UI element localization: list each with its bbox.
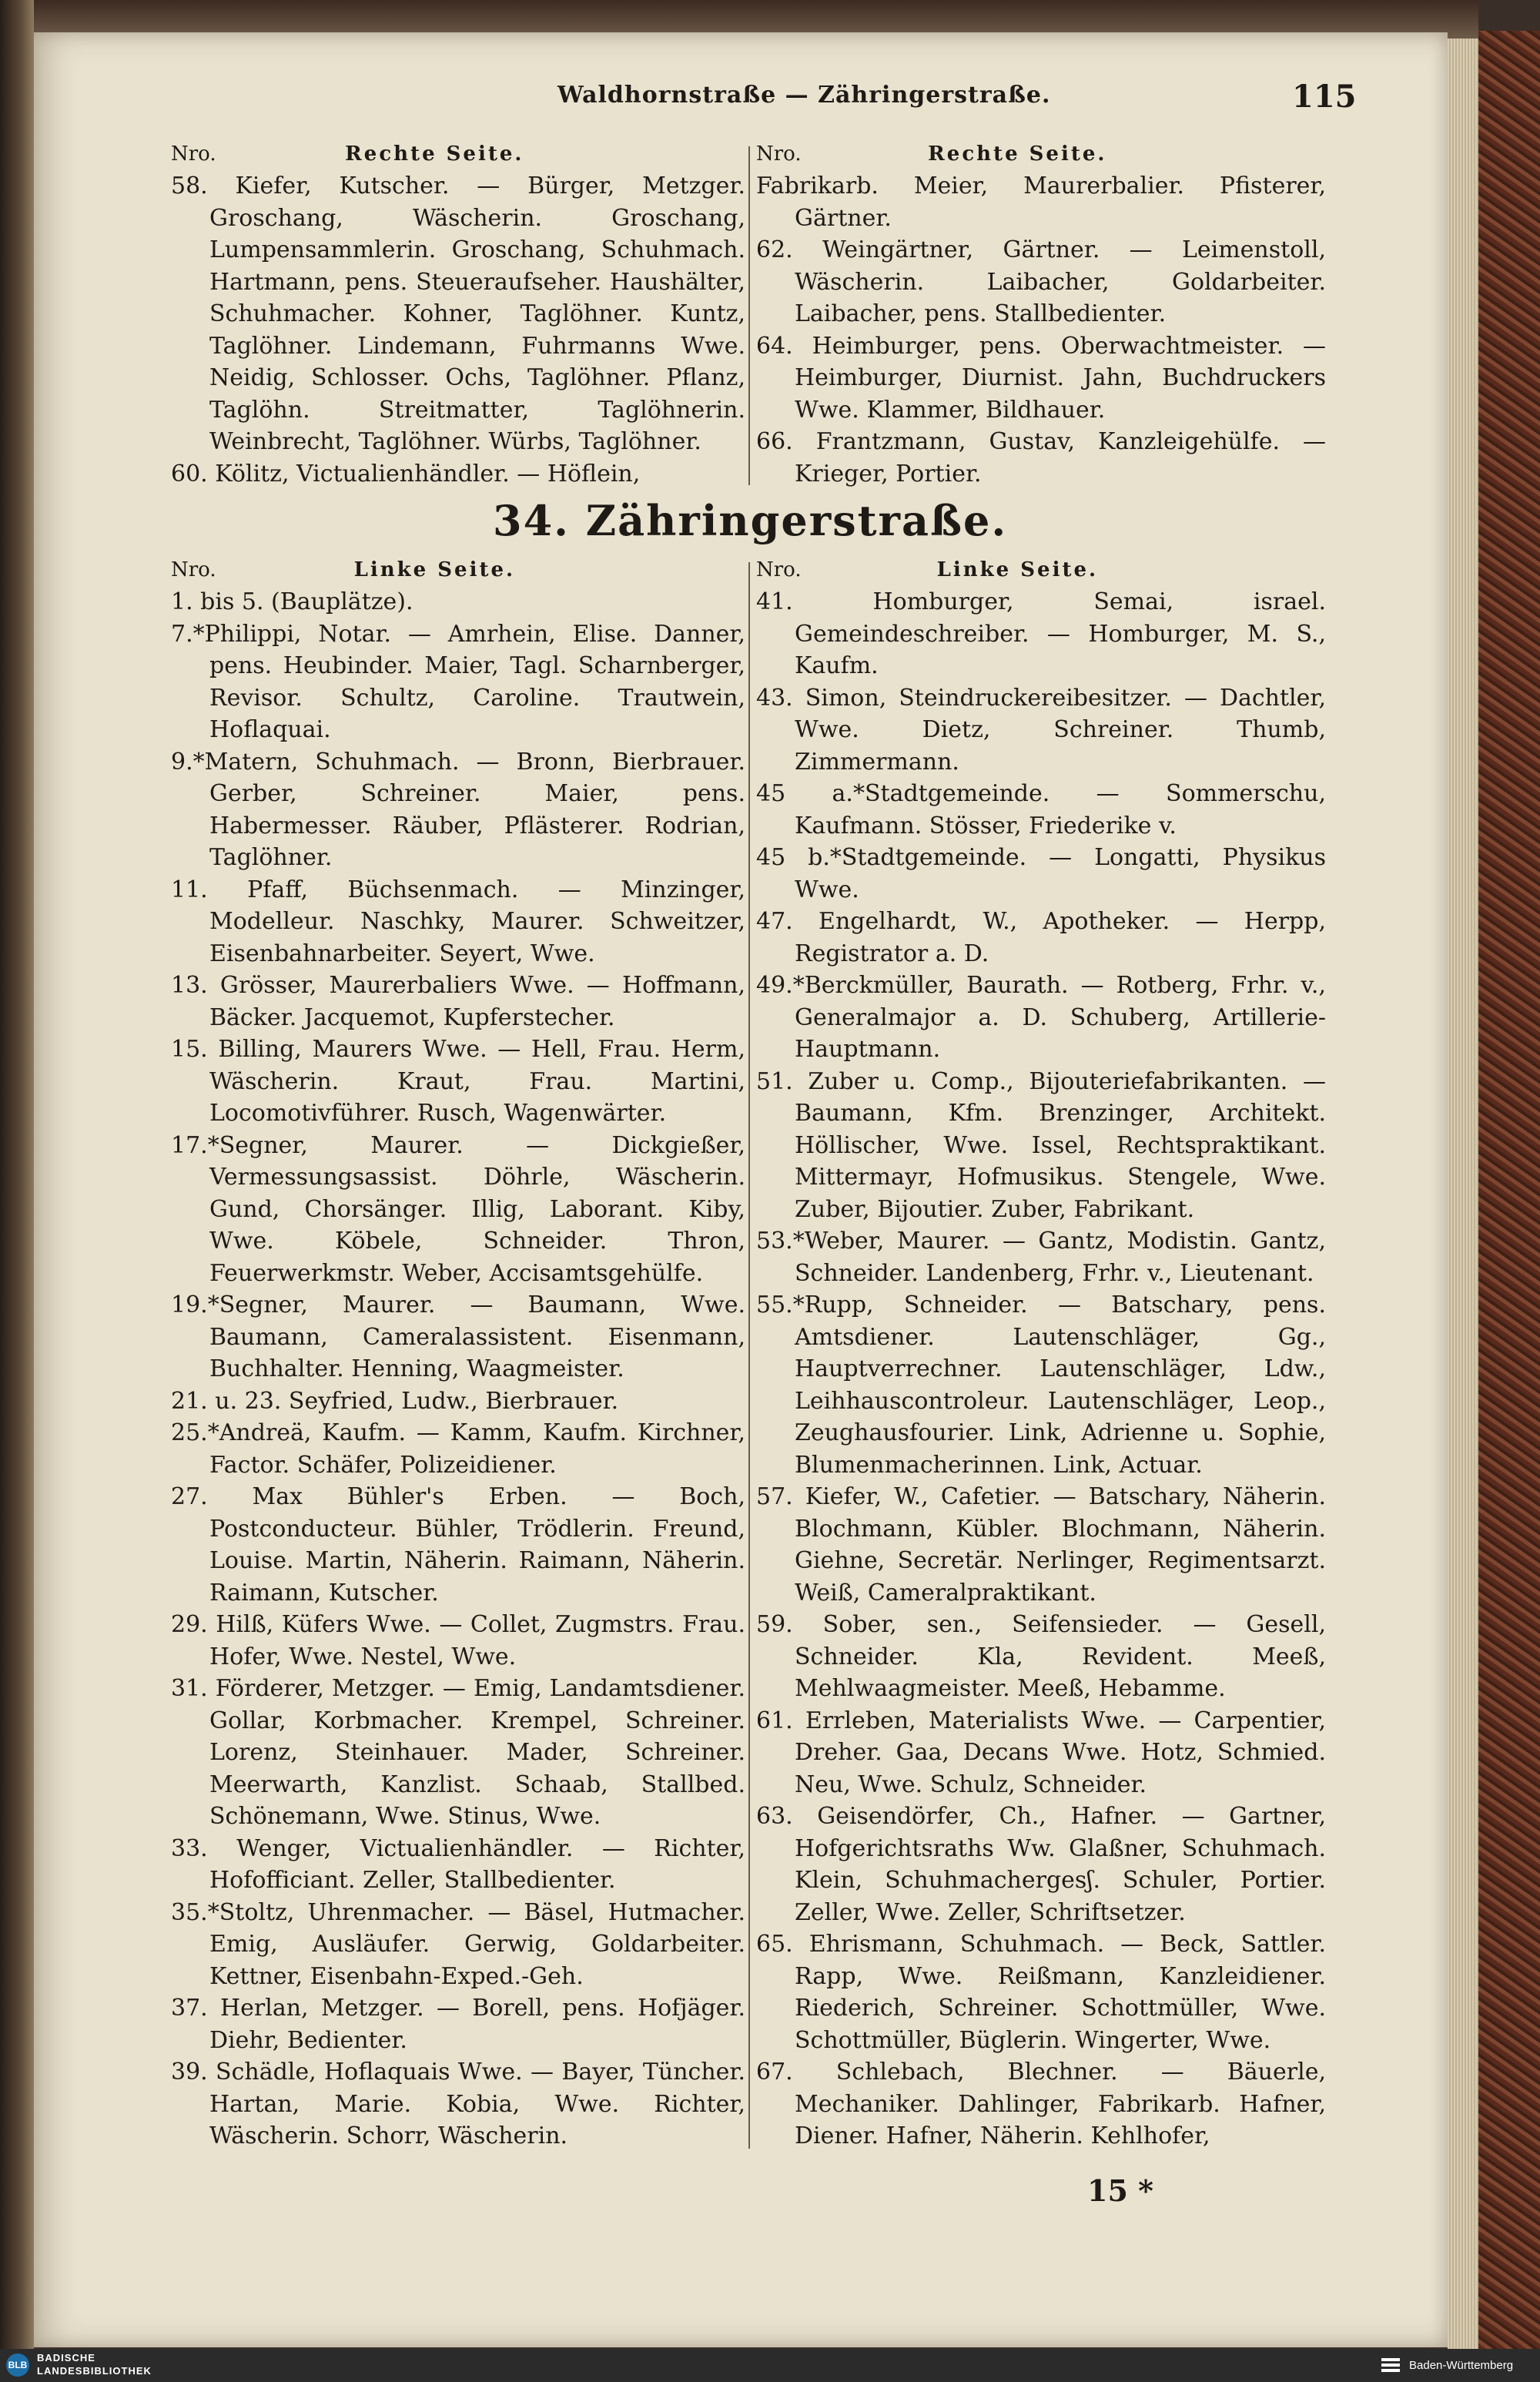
directory-entry: 37. Herlan, Metzger. — Borell, pens. Hofjäger. Diehr, Bedienter.: [171, 1995, 745, 2054]
main-right-column: [756, 554, 1326, 2153]
directory-entry: 31. Förderer, Metzger. — Emig, Landamtsdiener. Gollar, Korbmacher. Krempel, Schreiner. Lorenz, Steinhauer. Mader, Schreiner. Meerwarth, Kanzlist. Schaab, Stallbed. Schönemann, Wwe. Stinus, Wwe.: [171, 1675, 745, 1830]
directory-entry: 25.*Andreä, Kaufm. — Kamm, Kaufm. Kirchner, Factor. Schäfer, Polizeidiener.: [171, 1419, 745, 1479]
directory-entry: 64. Heimburger, pens. Oberwachtmeister. — Heimburger, Diurnist. Jahn, Buchdruckers Wwe. Klammer, Bildhauer.: [756, 332, 1326, 424]
nro-label: Nro.: [756, 558, 802, 581]
viewer-footer: [0, 2349, 1540, 2382]
column-header: [171, 139, 745, 170]
directory-entry: 65. Ehrismann, Schuhmach. — Beck, Sattler. Rapp, Wwe. Reißmann, Kanzleidiener. Riederich, Schreiner. Schottmüller, Wwe. Schottmüller, Büglerin. Wingerter, Wwe.: [756, 1931, 1326, 2054]
entry-list: [756, 586, 1326, 2153]
directory-entry: Fabrikarb. Meier, Maurerbalier. Pfisterer, Gärtner.: [756, 173, 1326, 232]
directory-entry: 51. Zuber u. Comp., Bijouteriefabrikanten. — Baumann, Kfm. Brenzinger, Architekt. Höllischer, Wwe. Issel, Rechtspraktikant. Mittermayr, Hofmusikus. Stengele, Wwe. Zuber, Bijoutier. Zuber, Fabrikant.: [756, 1067, 1326, 1223]
column-divider: [748, 562, 750, 2149]
directory-entry: 63. Geisendörfer, Ch., Hafner. — Gartner, Hofgerichtsraths Ww. Glaßner, Schuhmach. Klein, Schuhmachergesʃ. Schuler, Portier. Zeller, Wwe. Zeller, Schriftsetzer.: [756, 1803, 1326, 1926]
entry-list: [171, 170, 745, 490]
directory-entry: 66. Frantzmann, Gustav, Kanzleigehülfe. — Krieger, Portier.: [756, 428, 1326, 487]
state-logo-text[interactable]: Baden-Württemberg: [1409, 2359, 1514, 2372]
directory-entry: 45 a.*Stadtgemeinde. — Sommerschu, Kaufmann. Stösser, Friederike v.: [756, 780, 1326, 839]
entry-list: [171, 586, 745, 2153]
book-cover-edge: [1478, 31, 1540, 2349]
directory-entry: 27. Max Bühler's Erben. — Boch, Postconducteur. Bühler, Trödlerin. Freund, Louise. Martin, Näherin. Raimann, Näherin. Raimann, Kutscher.: [171, 1483, 745, 1606]
directory-entry: 1. bis 5. (Bauplätze).: [171, 588, 413, 615]
page-edges: [1448, 39, 1478, 2349]
book-spine: [0, 0, 34, 2349]
column-divider: [748, 146, 750, 485]
directory-entry: 49.*Berckmüller, Baurath. — Rotberg, Frhr. v., Generalmajor a. D. Schuberg, Artillerie-Hauptmann.: [756, 972, 1326, 1063]
directory-entry: 39. Schädle, Hoflaquais Wwe. — Bayer, Tüncher. Hartan, Marie. Kobia, Wwe. Richter, Wäscherin. Schorr, Wäscherin.: [171, 2059, 745, 2149]
directory-entry: 60. Kölitz, Victualienhändler. — Höflein,: [171, 460, 641, 487]
directory-entry: 45 b.*Stadtgemeinde. — Longatti, Physikus Wwe.: [756, 844, 1326, 903]
directory-entry: 33. Wenger, Victualienhändler. — Richter, Hofofficiant. Zeller, Stallbedienter.: [171, 1834, 745, 1894]
nro-label: Nro.: [171, 558, 216, 581]
directory-entry: 21. u. 23. Seyfried, Ludw., Bierbrauer.: [171, 1387, 619, 1415]
side-label: Rechte Seite.: [928, 142, 1107, 166]
directory-entry: 43. Simon, Steindruckereibesitzer. — Dachtler, Wwe. Dietz, Schreiner. Thumb, Zimmermann.: [756, 684, 1326, 776]
blb-logo-icon[interactable]: BLB: [6, 2354, 29, 2377]
nro-label: Nro.: [756, 142, 802, 166]
page-number: 115: [1292, 79, 1357, 115]
top-left-column: [171, 139, 745, 490]
directory-entry: 29. Hilß, Küfers Wwe. — Collet, Zugmstrs. Frau. Hofer, Wwe. Nestel, Wwe.: [171, 1611, 745, 1670]
directory-entry: 17.*Segner, Maurer. — Dickgießer, Vermessungsassist. Döhrle, Wäscherin. Gund, Chorsänger. Illig, Laborant. Kiby, Wwe. Köbele, Schneider. Thron, Feuerwerkmstr. Weber, Accisamtsgehülfe.: [171, 1131, 745, 1287]
directory-entry: 15. Billing, Maurers Wwe. — Hell, Frau. Herm, Wäscherin. Kraut, Frau. Martini, Locomotivführer. Rusch, Wagenwärter.: [171, 1036, 745, 1127]
sheet-signature: 15 *: [1087, 2173, 1153, 2208]
library-name-line2: LANDESBIBLIOTHEK: [37, 2365, 152, 2377]
side-label: Linke Seite.: [936, 558, 1099, 581]
running-title: Waldhornstraße — Zähringerstraße.: [557, 82, 1051, 109]
directory-entry: 61. Errleben, Materialists Wwe. — Carpentier, Dreher. Gaa, Decans Wwe. Hotz, Schmied. Neu, Wwe. Schulz, Schneider.: [756, 1707, 1326, 1798]
nro-label: Nro.: [171, 142, 216, 166]
side-label: Rechte Seite.: [345, 142, 524, 166]
directory-entry: 41. Homburger, Semai, israel. Gemeindeschreiber. — Homburger, M. S., Kaufm.: [756, 588, 1326, 679]
directory-entry: 62. Weingärtner, Gärtner. — Leimenstoll, Wäscherin. Laibacher, Goldarbeiter. Laibacher, pens. Stallbedienter.: [756, 236, 1326, 327]
directory-entry: 58. Kiefer, Kutscher. — Bürger, Metzger. Groschang, Wäscherin. Groschang, Lumpensammlerin. Groschang, Schuhmach. Hartmann, pens. Steueraufseher. Haushälter, Schuhmacher. Kohner, Taglöhner. Kuntz, Taglöhner. Lindemann, Fuhrmanns Wwe. Neidig, Schlosser. Ochs, Taglöhner. Pflanz, Taglöhn. Streitmatter, Taglöhnerin. Weinbrecht, Taglöhner. Würbs, Taglöhner.: [171, 173, 745, 455]
column-header: [756, 554, 1326, 586]
directory-entry: 9.*Matern, Schuhmach. — Bronn, Bierbrauer. Gerber, Schreiner. Maier, pens. Habermesser. Räuber, Pflästerer. Rodrian, Taglöhner.: [171, 748, 745, 871]
column-header: [171, 554, 745, 586]
directory-entry: 11. Pfaff, Büchsenmach. — Minzinger, Modelleur. Naschky, Maurer. Schweitzer, Eisenbahnarbeiter. Seyert, Wwe.: [171, 876, 745, 967]
directory-entry: 13. Grösser, Maurerbaliers Wwe. — Hoffmann, Bäcker. Jacquemot, Kupferstecher.: [171, 972, 745, 1031]
running-head: [34, 45, 1448, 115]
directory-entry: 35.*Stoltz, Uhrenmacher. — Bäsel, Hutmacher. Emig, Ausläufer. Gerwig, Goldarbeiter. Kettner, Eisenbahn-Exped.-Geh.: [171, 1898, 745, 1990]
main-left-column: [171, 554, 745, 2153]
directory-entry: 59. Sober, sen., Seifensieder. — Gesell, Schneider. Kla, Revident. Meeß, Mehlwaagmeister. Meeß, Hebamme.: [756, 1611, 1326, 1702]
directory-entry: 47. Engelhardt, W., Apotheker. — Herpp, Registrator a. D.: [756, 908, 1326, 967]
top-right-column: [756, 139, 1326, 490]
directory-entry: 55.*Rupp, Schneider. — Batschary, pens. Amtsdiener. Lautenschläger, Gg., Hauptverrechner. Lautenschläger, Ldw., Leihhauscontroleur. Lautenschläger, Leop., Zeughausfourier. Link, Adrienne u. Sophie, Blumenmacherinnen. Link, Actuar.: [756, 1292, 1326, 1479]
directory-entry: 19.*Segner, Maurer. — Baumann, Wwe. Baumann, Cameralassistent. Eisenmann, Buchhalter. Henning, Waagmeister.: [171, 1292, 745, 1382]
entry-list: [756, 170, 1326, 490]
directory-entry: 67. Schlebach, Blechner. — Bäuerle, Mechaniker. Dahlinger, Fabrikarb. Hafner, Diener. Hafner, Näherin. Kehlhofer,: [756, 2059, 1326, 2149]
bw-lions-icon: [1381, 2357, 1400, 2374]
directory-entry: 53.*Weber, Maurer. — Gantz, Modistin. Gantz, Schneider. Landenberg, Frhr. v., Lieutenant.: [756, 1228, 1326, 1287]
column-header: [756, 139, 1326, 170]
directory-entry: 57. Kiefer, W., Cafetier. — Batschary, Näherin. Blochmann, Kübler. Blochmann, Näherin. Giehne, Secretär. Nerlinger, Regimentsarzt. Weiß, Cameralpraktikant.: [756, 1483, 1326, 1606]
side-label: Linke Seite.: [353, 558, 516, 581]
directory-entry: 7.*Philippi, Notar. — Amrhein, Elise. Danner, pens. Heubinder. Maier, Tagl. Scharnberger, Revisor. Schultz, Caroline. Trautwein, Hoflaquai.: [171, 620, 745, 743]
library-name-line1: BADISCHE: [37, 2352, 95, 2364]
section-title: 34. Zähringerstraße.: [493, 496, 1008, 545]
